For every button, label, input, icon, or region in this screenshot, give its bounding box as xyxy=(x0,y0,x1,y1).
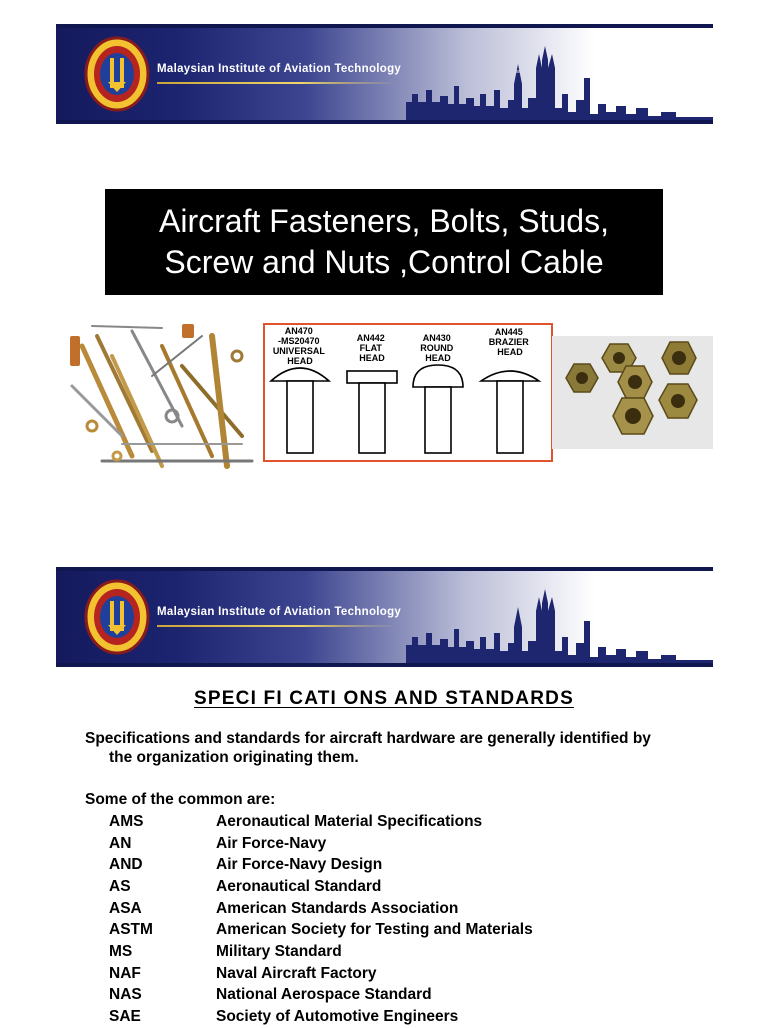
standard-name: American Society for Testing and Materials xyxy=(216,921,533,939)
specs-intro xyxy=(85,729,705,767)
banner-bottom-stripe xyxy=(56,120,713,124)
universal-head-shape xyxy=(271,368,329,381)
rivet-head-diagram xyxy=(263,323,553,462)
institute-logo-icon xyxy=(84,579,150,655)
standard-code: NAF xyxy=(109,964,141,982)
standard-code: AS xyxy=(109,877,131,895)
banner-gold-line xyxy=(157,82,397,84)
list-item xyxy=(109,941,669,963)
rivet-label-universal: AN470 -MS20470 UNIVERSAL HEAD xyxy=(272,326,325,366)
standard-name: Air Force-Navy xyxy=(216,834,327,852)
specs-intro-line-2: the organization originating them. xyxy=(109,749,359,766)
standard-name: Society of Automotive Engineers xyxy=(216,1008,459,1026)
round-head-shape xyxy=(413,365,463,387)
header-banner-2 xyxy=(56,567,713,667)
institute-name: Malaysian Institute of Aviation Technology xyxy=(157,63,402,75)
standard-code: NAS xyxy=(109,986,142,1004)
flat-head-shape xyxy=(347,371,397,383)
list-item xyxy=(109,985,669,1007)
institute-name: Malaysian Institute of Aviation Technology xyxy=(157,606,402,618)
standards-list xyxy=(109,811,669,1028)
standard-code: AND xyxy=(109,856,143,874)
standard-name: American Standards Association xyxy=(216,899,459,917)
standard-name: Military Standard xyxy=(216,942,342,960)
list-item xyxy=(109,811,669,833)
slide-title xyxy=(105,189,663,295)
list-item xyxy=(109,833,669,855)
list-item xyxy=(109,898,669,920)
standard-name: National Aerospace Standard xyxy=(216,986,432,1004)
list-item xyxy=(109,963,669,985)
standard-name: Aeronautical Material Specifications xyxy=(216,812,483,830)
round-shank xyxy=(425,387,451,453)
standard-name: Air Force-Navy Design xyxy=(216,856,383,874)
standard-name: Aeronautical Standard xyxy=(216,877,382,895)
specs-heading xyxy=(0,688,768,710)
title-line-2: Screw and Nuts ,Control Cable xyxy=(164,244,604,280)
standard-code: ASTM xyxy=(109,921,153,939)
rivet-label-flat: AN442 FLAT HEAD xyxy=(356,333,385,363)
list-item xyxy=(109,1006,669,1028)
banner-bottom-stripe xyxy=(56,663,713,667)
control-cable-hardware-photo xyxy=(62,316,259,472)
universal-shank xyxy=(287,381,313,453)
rivet-label-brazier: AN445 BRAZIER HEAD xyxy=(488,327,529,357)
institute-logo-icon xyxy=(84,36,150,112)
brazier-shank xyxy=(497,381,523,453)
standard-code: ASA xyxy=(109,899,142,917)
list-item xyxy=(109,919,669,941)
standard-code: AN xyxy=(109,834,132,852)
hex-nuts-photo xyxy=(552,336,713,449)
list-item xyxy=(109,876,669,898)
title-line-1: Aircraft Fasteners, Bolts, Studs, xyxy=(159,203,609,239)
header-banner xyxy=(56,24,713,124)
brazier-head-shape xyxy=(481,371,539,381)
standard-code: AMS xyxy=(109,812,144,830)
specs-intro-line-1: Specifications and standards for aircraft hardware are generally identified by xyxy=(85,730,651,747)
banner-gold-line xyxy=(157,625,397,627)
standard-code: SAE xyxy=(109,1008,141,1026)
rivet-head-shapes xyxy=(265,325,551,460)
common-label: Some of the common are: xyxy=(85,791,276,808)
specs-heading-text: SPECI FI CATI ONS AND STANDARDS xyxy=(194,688,574,709)
rivet-label-round: AN430 ROUND HEAD xyxy=(420,333,454,363)
standard-name: Naval Aircraft Factory xyxy=(216,964,377,982)
flat-shank xyxy=(359,383,385,453)
list-item xyxy=(109,854,669,876)
standard-code: MS xyxy=(109,942,133,960)
